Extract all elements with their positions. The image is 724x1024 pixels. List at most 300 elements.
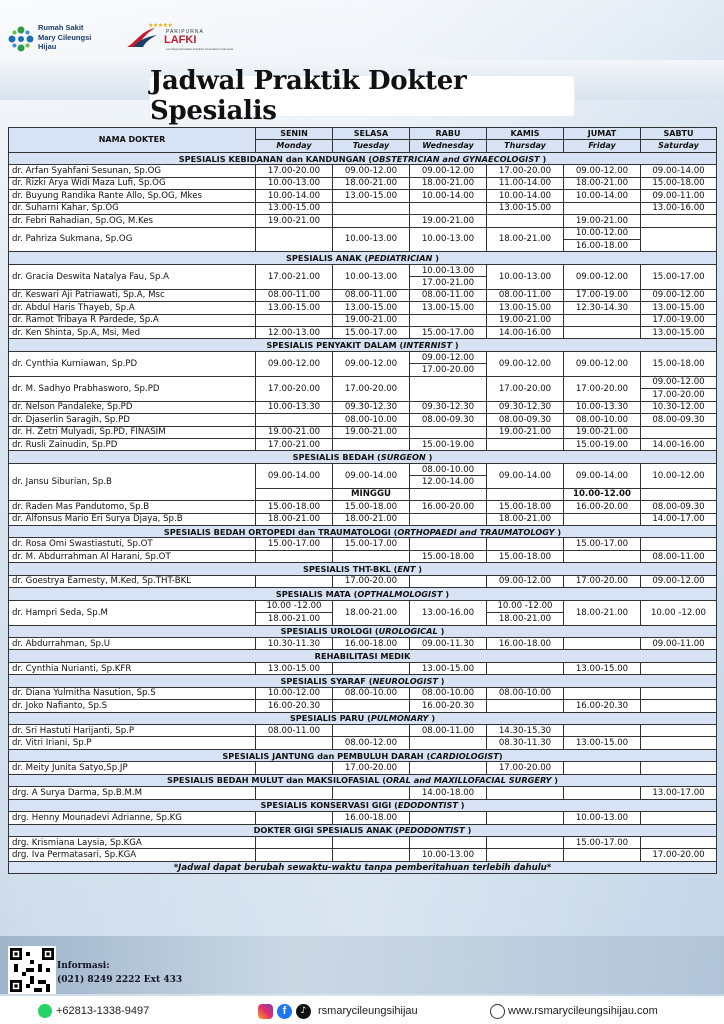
time-slot: 13.00-15.00 <box>564 662 641 674</box>
time-slot <box>333 438 410 450</box>
time-slot: 16.00-18.00 <box>564 239 641 251</box>
doctor-row <box>9 538 717 550</box>
section-title: SPESIALIS THT-BKL (ENT ) <box>9 563 717 575</box>
doctor-name: dr. Alfonsus Mario Eri Surya Djaya, Sp.B <box>9 513 256 525</box>
section-row <box>9 339 717 351</box>
doctor-name: dr. Arfan Syahfani Sesunan, Sp.OG <box>9 165 256 177</box>
time-slot: 09.00-12.00 <box>256 351 333 376</box>
doctor-row <box>9 438 717 450</box>
qr-code[interactable] <box>8 946 56 994</box>
schedule-note: *Jadwal dapat berubah sewaktu-waktu tanpa pemberitahuan terlebih dahulu* <box>9 861 717 873</box>
time-slot: 09.00-12.00 <box>333 165 410 177</box>
time-slot: 18.00-21.00 <box>333 513 410 525</box>
time-slot: 10.00-13.00 <box>564 812 641 824</box>
time-slot: 09.00-11.00 <box>641 637 717 649</box>
time-slot <box>487 538 564 550</box>
time-slot: 18.00-21.00 <box>256 513 333 525</box>
doctor-name: dr. M. Sadhyo Prabhasworo, Sp.PD <box>9 376 256 401</box>
time-slot <box>410 513 487 525</box>
time-slot: 18.00-21.00 <box>333 600 410 625</box>
doctor-row <box>9 725 717 737</box>
time-slot <box>410 376 487 401</box>
time-slot: 16.00-20.00 <box>564 501 641 513</box>
time-slot: 09.30-12.30 <box>410 401 487 413</box>
doctor-row <box>9 401 717 413</box>
qr-code-icon <box>10 948 54 992</box>
section-row <box>9 824 717 836</box>
time-slot <box>641 687 717 699</box>
time-slot <box>410 836 487 848</box>
time-slot <box>487 787 564 799</box>
time-slot <box>641 836 717 848</box>
section-title-en: SURGEON <box>380 452 426 463</box>
section-title-en: NEUROLOGIST <box>372 675 438 686</box>
time-slot: 14.00-17.00 <box>641 513 717 525</box>
time-slot: 14.00-16.00 <box>487 327 564 339</box>
time-slot <box>410 314 487 326</box>
section-title-en: OPTHALMOLOGIST <box>357 588 443 599</box>
time-slot: 09.00-14.00 <box>564 463 641 488</box>
section-title: SPESIALIS KONSERVASI GIGI (EDODONTIST ) <box>9 799 717 811</box>
time-slot: 13.00-15.00 <box>487 302 564 314</box>
time-slot: 19.00-21.00 <box>333 426 410 438</box>
lafki-subtitle: Lembaga Akreditasi Fasilitas Kesehatan Indonesia <box>166 47 234 51</box>
time-slot <box>256 762 333 774</box>
time-slot: 10.00-13.00 <box>487 264 564 289</box>
section-row <box>9 563 717 575</box>
time-slot <box>641 700 717 712</box>
time-slot: 08.00-10.00 <box>333 687 410 699</box>
day-header-en: Saturday <box>641 140 717 152</box>
time-slot <box>564 550 641 562</box>
time-slot: 15.00-17.00 <box>641 264 717 289</box>
time-slot: 19.00-21.00 <box>564 426 641 438</box>
time-slot: 13.00-16.00 <box>641 202 717 214</box>
time-slot <box>333 849 410 861</box>
doctor-name: dr. Gracia Deswita Natalya Fau, Sp.A <box>9 264 256 289</box>
time-slot <box>641 662 717 674</box>
time-slot <box>333 700 410 712</box>
doctor-name: dr. Ken Shinta, Sp.A, Msi, Med <box>9 327 256 339</box>
time-slot: 13.00-15.00 <box>256 202 333 214</box>
time-slot: 19.00-21.00 <box>410 215 487 227</box>
time-slot <box>333 725 410 737</box>
time-slot: 18.00-21.00 <box>256 613 333 625</box>
doctor-row <box>9 314 717 326</box>
doctor-name: drg. A Surya Darma, Sp.B.M.M <box>9 787 256 799</box>
section-title: REHABILITASI MEDIK <box>9 650 717 662</box>
time-slot: 17.00-20.00 <box>333 575 410 587</box>
time-slot: 10.00-14.00 <box>487 190 564 202</box>
doctor-row <box>9 426 717 438</box>
time-slot: 17.00-20.00 <box>487 376 564 401</box>
time-slot: 08.00-11.00 <box>333 289 410 301</box>
time-slot <box>641 725 717 737</box>
doctor-row <box>9 264 717 276</box>
title-box <box>150 66 574 126</box>
time-slot <box>487 662 564 674</box>
time-slot <box>333 550 410 562</box>
doctor-row <box>9 190 717 202</box>
time-slot: 16.00-20.00 <box>410 501 487 513</box>
time-slot: 17.00-20.00 <box>564 376 641 401</box>
lafki-label: LAFKI <box>164 34 197 46</box>
time-slot: 14.00-16.00 <box>641 438 717 450</box>
doctor-row <box>9 227 717 239</box>
time-slot <box>564 687 641 699</box>
time-slot: 08.00-09.30 <box>487 414 564 426</box>
time-slot <box>333 202 410 214</box>
time-slot <box>410 538 487 550</box>
time-slot: 09.30-12.30 <box>333 401 410 413</box>
section-row <box>9 712 717 724</box>
time-slot: 16.00-18.00 <box>487 637 564 649</box>
time-slot <box>487 836 564 848</box>
website-link[interactable]: www.rsmarycileungsihijau.com <box>508 1005 658 1017</box>
day-header-en: Thursday <box>487 140 564 152</box>
tiktok-icon[interactable]: ♪ <box>296 1004 311 1019</box>
time-slot <box>256 414 333 426</box>
section-title-en: EDODONTIST <box>397 800 458 811</box>
time-slot: 10.00-14.00 <box>564 190 641 202</box>
section-title: SPESIALIS SYARAF (NEUROLOGIST ) <box>9 675 717 687</box>
time-slot <box>564 202 641 214</box>
section-title: SPESIALIS PENYAKIT DALAM (INTERNIST ) <box>9 339 717 351</box>
time-slot: 15.00-18.00 <box>256 501 333 513</box>
info-label: Informasi: <box>57 961 110 971</box>
time-slot <box>641 538 717 550</box>
time-slot: 09.00-12.00 <box>641 575 717 587</box>
time-slot <box>564 762 641 774</box>
time-slot: 09.00-14.00 <box>487 463 564 488</box>
time-slot: 15.00-17.00 <box>333 327 410 339</box>
doctor-name: dr. Rosa Omi Swastiastuti, Sp.OT <box>9 538 256 550</box>
time-slot: 13.00-15.00 <box>641 327 717 339</box>
time-slot <box>256 737 333 749</box>
time-slot <box>564 513 641 525</box>
empty-slot <box>641 488 717 500</box>
time-slot: 08.00-11.00 <box>641 550 717 562</box>
section-title: DOKTER GIGI SPESIALIS ANAK (PEDODONTIST ) <box>9 824 717 836</box>
time-slot: 11.00-14.00 <box>487 177 564 189</box>
doctor-name: dr. Ramot Tribaya R Pardede, Sp.A <box>9 314 256 326</box>
time-slot <box>256 787 333 799</box>
time-slot: 13.00-17.00 <box>641 787 717 799</box>
schedule-body <box>9 128 717 874</box>
time-slot: 12.00-13.00 <box>256 327 333 339</box>
time-slot: 15.00-19.00 <box>410 438 487 450</box>
doctor-row <box>9 463 717 475</box>
section-title-en: UROLOGICAL <box>378 626 438 637</box>
time-slot <box>410 812 487 824</box>
doctor-row <box>9 376 717 388</box>
section-row <box>9 749 717 761</box>
time-slot <box>641 812 717 824</box>
time-slot: 10.00-13.00 <box>256 177 333 189</box>
whatsapp-icon[interactable] <box>38 1004 52 1018</box>
time-slot: 15.00-18.00 <box>333 501 410 513</box>
doctor-row <box>9 737 717 749</box>
doctor-row <box>9 687 717 699</box>
doctor-row <box>9 700 717 712</box>
time-slot: 10.00-12.00 <box>641 463 717 488</box>
time-slot <box>564 327 641 339</box>
time-slot: 17.00-20.00 <box>641 389 717 401</box>
time-slot: 16.00-18.00 <box>333 637 410 649</box>
time-slot: 10.00-13.00 <box>410 849 487 861</box>
time-slot: 18.00-21.00 <box>487 613 564 625</box>
time-slot <box>487 438 564 450</box>
time-slot: 08.00-09.30 <box>641 414 717 426</box>
time-slot <box>333 662 410 674</box>
doctor-row <box>9 849 717 861</box>
time-slot <box>410 202 487 214</box>
time-slot <box>410 426 487 438</box>
time-slot: 18.00-21.00 <box>564 177 641 189</box>
time-slot <box>487 700 564 712</box>
time-slot: 16.00-18.00 <box>333 812 410 824</box>
doctor-row <box>9 762 717 774</box>
doctor-name: dr. Abdul Haris Thayeb, Sp.A <box>9 302 256 314</box>
time-slot: 15.00-17.00 <box>564 538 641 550</box>
time-slot: 15.00-18.00 <box>641 351 717 376</box>
time-slot: 10.00-12.00 <box>564 227 641 239</box>
time-slot: 09.00-12.00 <box>564 351 641 376</box>
time-slot <box>487 849 564 861</box>
time-slot: 17.00-19.00 <box>564 289 641 301</box>
time-slot: 17.00-19.00 <box>641 314 717 326</box>
whatsapp-number[interactable]: +62813-1338-9497 <box>56 1005 150 1017</box>
time-slot: 10.00-13.00 <box>410 227 487 252</box>
time-slot: 12.00-14.00 <box>410 476 487 488</box>
doctor-name: dr. Joko Nafianto, Sp.S <box>9 700 256 712</box>
note-row <box>9 861 717 873</box>
day-header: KAMIS <box>487 128 564 140</box>
day-header-en: Wednesday <box>410 140 487 152</box>
time-slot: 16.00-20.30 <box>564 700 641 712</box>
section-title: SPESIALIS KEBIDANAN dan KANDUNGAN (OBSTETRICIAN and GYNAECOLOGIST ) <box>9 152 717 164</box>
section-row <box>9 650 717 662</box>
section-title: SPESIALIS BEDAH (SURGEON ) <box>9 451 717 463</box>
time-slot <box>256 550 333 562</box>
time-slot <box>564 637 641 649</box>
time-slot: 08.00-11.00 <box>256 289 333 301</box>
doctor-name: dr. Jansu Siburian, Sp.B <box>9 463 256 500</box>
time-slot: 09.00-14.00 <box>333 463 410 488</box>
section-title-en: ORAL and MAXILLOFACIAL SURGERY <box>386 775 552 786</box>
day-header: JUMAT <box>564 128 641 140</box>
time-slot: 08.00-11.00 <box>487 289 564 301</box>
time-slot: 12.30-14.30 <box>564 302 641 314</box>
doctor-name: dr. Suharni Kahar, Sp.OG <box>9 202 256 214</box>
time-slot: 13.00-15.00 <box>641 302 717 314</box>
time-slot: 19.00-21.00 <box>333 314 410 326</box>
time-slot: 09.00-12.00 <box>564 165 641 177</box>
time-slot: 10.00-14.00 <box>256 190 333 202</box>
instagram-icon[interactable] <box>258 1004 273 1019</box>
time-slot <box>487 812 564 824</box>
doctor-row <box>9 662 717 674</box>
time-slot: 13.00-15.00 <box>487 202 564 214</box>
time-slot: 09.00-12.00 <box>410 351 487 363</box>
time-slot: 13.00-15.00 <box>256 302 333 314</box>
time-slot: 10.00-13.30 <box>256 401 333 413</box>
time-slot <box>641 426 717 438</box>
time-slot: 10.00-13.00 <box>410 264 487 276</box>
time-slot: 08.00-11.00 <box>410 289 487 301</box>
time-slot: 18.00-21.00 <box>487 227 564 252</box>
empty-slot <box>410 488 487 500</box>
time-slot <box>564 787 641 799</box>
doctor-name: dr. Meity Junita Satyo,Sp.JP <box>9 762 256 774</box>
time-slot: 08.00-11.00 <box>410 725 487 737</box>
section-row <box>9 799 717 811</box>
section-title: SPESIALIS JANTUNG dan PEMBULUH DARAH (CARDIOLOGIST) <box>9 749 717 761</box>
doctor-name: dr. Cynthia Kurniawan, Sp.PD <box>9 351 256 376</box>
section-title: SPESIALIS MATA (OPTHALMOLOGIST ) <box>9 588 717 600</box>
time-slot: 15.00-18.00 <box>641 177 717 189</box>
section-row <box>9 451 717 463</box>
time-slot: 13.00-15.00 <box>333 190 410 202</box>
doctor-name: dr. Hampri Seda, Sp.M <box>9 600 256 625</box>
doctor-row <box>9 215 717 227</box>
time-slot: 10.00 -12.00 <box>487 600 564 612</box>
time-slot: 09.00-12.00 <box>487 575 564 587</box>
time-slot: 17.00-20.00 <box>256 165 333 177</box>
doctor-row <box>9 836 717 848</box>
doctor-name: dr. Diana Yulmitha Nasution, Sp.S <box>9 687 256 699</box>
doctor-row <box>9 289 717 301</box>
time-slot: 08.00-10.00 <box>410 687 487 699</box>
day-header-en: Friday <box>564 140 641 152</box>
time-slot: 17.00-20.00 <box>256 376 333 401</box>
section-title: SPESIALIS UROLOGI (UROLOGICAL ) <box>9 625 717 637</box>
doctor-name: dr. Nelson Pandaleke, Sp.PD <box>9 401 256 413</box>
day-header: SELASA <box>333 128 410 140</box>
section-row <box>9 252 717 264</box>
time-slot <box>487 215 564 227</box>
doctor-name: dr. Vitri Iriani, Sp.P <box>9 737 256 749</box>
time-slot: 09.00-14.00 <box>256 463 333 488</box>
time-slot <box>256 836 333 848</box>
doctor-name: dr. Raden Mas Pandutomo, Sp.B <box>9 501 256 513</box>
section-row <box>9 152 717 164</box>
doctor-row <box>9 177 717 189</box>
time-slot <box>564 849 641 861</box>
time-slot: 15.00-18.00 <box>487 501 564 513</box>
facebook-icon[interactable]: f <box>277 1004 292 1019</box>
time-slot: 08.00-09.30 <box>641 501 717 513</box>
time-slot: 15.00-17.00 <box>256 538 333 550</box>
time-slot: 10.00-14.00 <box>410 190 487 202</box>
time-slot <box>410 737 487 749</box>
section-title: SPESIALIS BEDAH ORTOPEDI dan TRAUMATOLOGI (ORTHOPAEDI and TRAUMATOLOGY ) <box>9 526 717 538</box>
time-slot: 19.00-21.00 <box>256 215 333 227</box>
info-phone: (021) 8249 2222 Ext 433 <box>57 975 183 985</box>
time-slot: 08.00-10.00 <box>333 414 410 426</box>
section-title-en: INTERNIST <box>403 340 453 351</box>
hospital-name: Rumah Sakit Mary Cileungsi Hijau <box>38 23 92 51</box>
time-slot: 08.00-11.00 <box>256 725 333 737</box>
doctor-row <box>9 165 717 177</box>
time-slot: 08.00-09.30 <box>410 414 487 426</box>
time-slot: 15.00-17.00 <box>410 327 487 339</box>
time-slot: 09.00-12.00 <box>641 289 717 301</box>
time-slot: 19.00-21.00 <box>256 426 333 438</box>
doctor-row <box>9 414 717 426</box>
doctor-name: drg. Iva Permatasari, Sp.KGA <box>9 849 256 861</box>
time-slot: 10.00-13.00 <box>333 227 410 252</box>
time-slot: 19.00-21.00 <box>564 215 641 227</box>
doctor-name: dr. Keswari Aji Patriawati, Sp.A, Msc <box>9 289 256 301</box>
doctor-row <box>9 600 717 612</box>
doctor-row <box>9 812 717 824</box>
time-slot: 10.00-12.00 <box>256 687 333 699</box>
section-title: SPESIALIS ANAK (PEDIATRICIAN ) <box>9 252 717 264</box>
time-slot: 08.00-10.00 <box>410 463 487 475</box>
time-slot: 13.00-15.00 <box>333 302 410 314</box>
time-slot: 17.00-20.00 <box>333 376 410 401</box>
doctor-row <box>9 637 717 649</box>
time-slot <box>256 849 333 861</box>
time-slot: 10.30-11.30 <box>256 637 333 649</box>
time-slot: 08.30-11.30 <box>487 737 564 749</box>
page-title: Jadwal Praktik Dokter Spesialis <box>150 66 467 126</box>
social-handle[interactable]: rsmarycileungsihijau <box>318 1005 418 1017</box>
section-title-en: PEDODONTIST <box>398 825 465 836</box>
header-row <box>9 128 717 140</box>
section-title-en: ORTHOPAEDI and TRAUMATOLOGY <box>397 526 555 537</box>
time-slot <box>641 215 717 227</box>
time-slot <box>564 725 641 737</box>
stars: ★★★★★ <box>148 22 173 29</box>
time-slot <box>256 314 333 326</box>
time-slot: 09.30-12.30 <box>487 401 564 413</box>
time-slot: 08.00-10.00 <box>487 687 564 699</box>
time-slot: 18.00-21.00 <box>487 513 564 525</box>
time-slot: 15.00-19.00 <box>564 438 641 450</box>
time-slot: 17.00-20.00 <box>641 849 717 861</box>
doctor-name: dr. Rizki Arya Widi Maza Lufi, Sp.OG <box>9 177 256 189</box>
time-slot: 10.00-13.30 <box>564 401 641 413</box>
time-slot <box>333 787 410 799</box>
time-slot: 09.00-11.00 <box>641 190 717 202</box>
section-title-en: ENT <box>397 564 416 575</box>
hospital-logo-icon <box>6 24 36 54</box>
time-slot: 10.00 -12.00 <box>256 600 333 612</box>
time-slot: 10.00-13.00 <box>333 264 410 289</box>
doctor-row <box>9 501 717 513</box>
doctor-row <box>9 327 717 339</box>
section-title: SPESIALIS PARU (PULMONARY ) <box>9 712 717 724</box>
time-slot <box>410 762 487 774</box>
time-slot: 17.00-21.00 <box>256 438 333 450</box>
time-slot: 13.00-15.00 <box>256 662 333 674</box>
time-slot: 13.00-15.00 <box>410 302 487 314</box>
time-slot: 09.00-12.00 <box>641 376 717 388</box>
section-row <box>9 526 717 538</box>
day-header-en: Tuesday <box>333 140 410 152</box>
doctor-name: dr. M. Abdurrahman Al Harani, Sp.OT <box>9 550 256 562</box>
doctor-name: dr. Djaserlin Saragih, Sp.PD <box>9 414 256 426</box>
doctor-name: dr. Cynthia Nurianti, Sp.KFR <box>9 662 256 674</box>
time-slot: 17.00-20.00 <box>333 762 410 774</box>
doctor-name: drg. Krismiana Laysia, Sp.KGA <box>9 836 256 848</box>
section-row <box>9 625 717 637</box>
time-slot <box>641 737 717 749</box>
time-slot: 19.00-21.00 <box>487 426 564 438</box>
doctor-name: dr. H. Zetri Mulyadi, Sp.PD, FINASIM <box>9 426 256 438</box>
